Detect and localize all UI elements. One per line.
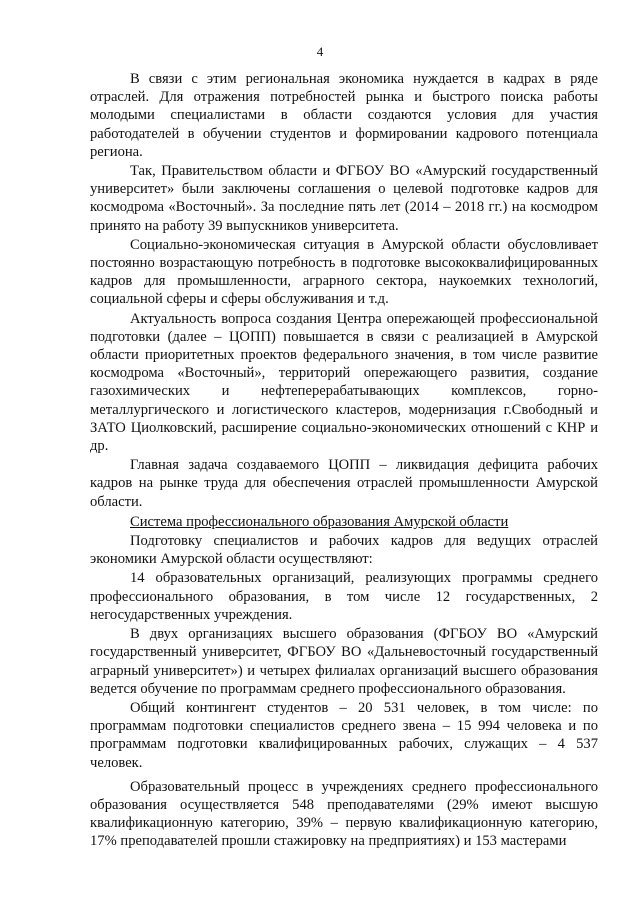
paragraph-cosmodrome-agreement: Так, Правительством области и ФГБОУ ВО «Амурский государственный университет» были заключены соглашения о целевой подготовке кадров для космодрома «Восточный». За последние пять лет (2014 – 2018 гг.) на космодром принято на работу 39 выпускников университета. — [90, 163, 598, 234]
paragraph-higher-education: В двух организациях высшего образования (ФГБОУ ВО «Амурский государственный университет, ФГБОУ ВО «Дальневосточный государственный аграрный университет») и четырех филиалах организаций высшего образования ведется обучение по программам среднего профессионального образования. — [90, 626, 598, 697]
section-heading: Система профессионального образования Амурской области — [130, 513, 509, 530]
paragraph-student-count: Общий контингент студентов – 20 531 человек, в том числе: по программам подготовки специалистов среднего звена – 15 994 человека и по программам подготовки квалифицированных рабочих, служащих – 4 537 человек. — [90, 699, 598, 771]
paragraph-training-providers: Подготовку специалистов и рабочих кадров для ведущих отраслей экономики Амурской области осуществляют: — [90, 533, 598, 568]
page-number: 4 — [316, 44, 324, 59]
paragraph-teaching-staff: Образовательный процесс в учреждениях среднего профессионального образования осуществляется 548 преподавателями (29% имеют высшую квалификационную категорию, 39% – первую квалификационную категорию, 17% преподавателей прошли стажировку на предприятиях) и 153 мастерами — [90, 778, 598, 850]
document-body — [90, 70, 598, 852]
paragraph-copp-main-goal: Главная задача создаваемого ЦОПП – ликвидация дефицита рабочих кадров на рынке труда для обеспечения отраслей промышленности Амурской области. — [90, 457, 598, 510]
paragraph-regional-economy: В связи с этим региональная экономика нуждается в кадрах в ряде отраслей. Для отражения потребностей рынка и быстрого поиска работы молодыми специалистами в области создаются условия для участия работодателей в обучении студентов и формировании кадрового потенциала региона. — [90, 71, 598, 160]
paragraph-socio-economic-situation: Социально-экономическая ситуация в Амурской области обусловливает постоянно возрастающую потребность в подготовке высококвалифицированных кадров для промышленности, аграрного сектора, наукоемких технологий, социальной сферы и сферы обслуживания и т.д. — [90, 236, 598, 308]
paragraph-educational-organizations: 14 образовательных организаций, реализующих программы среднего профессионального образования, в том числе 12 государственных, 2 негосударственных учреждения. — [90, 570, 598, 623]
paragraph-copp-relevance: Актуальность вопроса создания Центра опережающей профессиональной подготовки (далее – ЦОПП) повышается в связи с реализацией в Амурской области приоритетных проектов федерального значения, в том числе развитие космодрома «Восточный», территорий опережающего развития, создание газохимических и нефтеперерабатывающих комплексов, горно-металлургического и логистического кластеров, модернизация г.Свободный и ЗАТО Циолковский, расширение социально-экономических отношений с КНР и др. — [90, 310, 598, 455]
